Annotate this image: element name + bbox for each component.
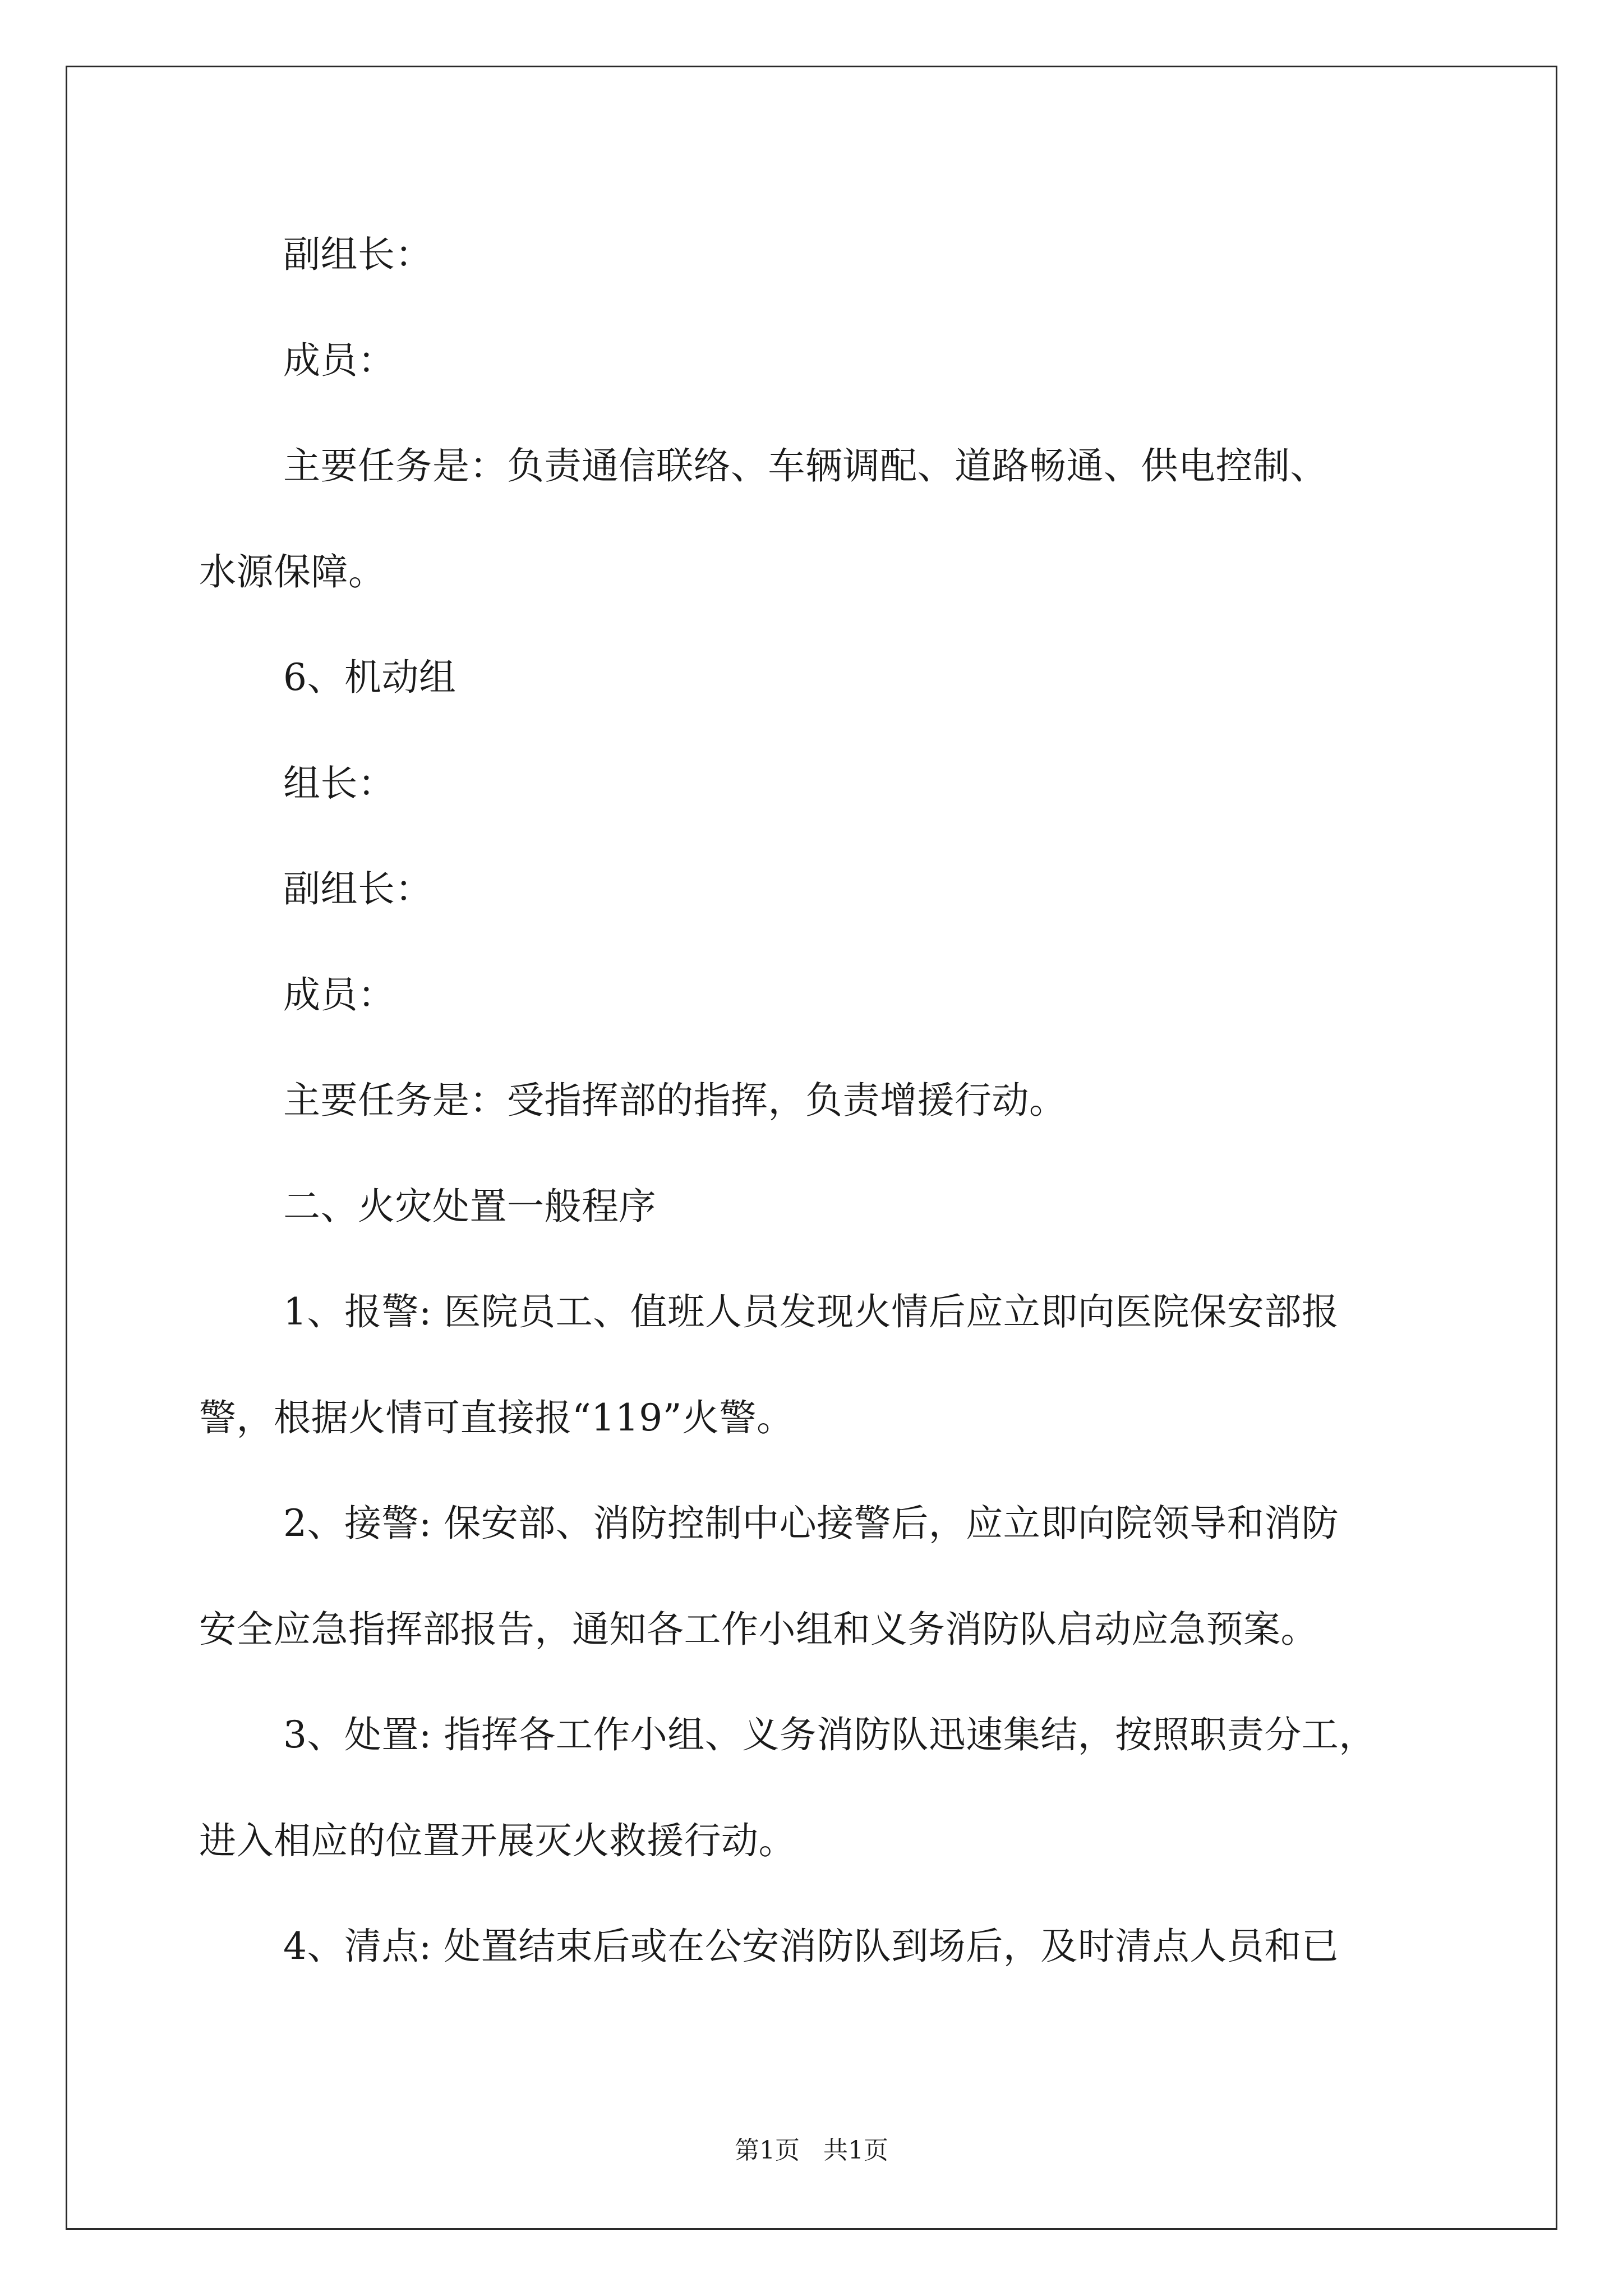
members-label: 成员： (283, 973, 395, 1016)
paragraph-alarm-line: 1、报警: 医院员工、值班人员发现火情后应立即向医院保安部报 (283, 1290, 1339, 1333)
paragraph-alarm-continuation: 警，根据火情可直接报“119”火警。 (199, 1396, 794, 1439)
task-paragraph-line: 主要任务是：负责通信联络、车辆调配、道路畅通、供电控制、 (283, 444, 1327, 487)
leader-label: 组长： (283, 762, 395, 805)
page-number-footer: 第1页 共1页 (735, 2136, 888, 2165)
deputy-leader-label: 副组长： (283, 867, 432, 910)
section-heading-mobile-group: 6、机动组 (283, 656, 457, 699)
paragraph-handle-continuation: 进入相应的位置开展灭火救援行动。 (199, 1819, 796, 1862)
task-paragraph-continuation: 水源保障。 (199, 550, 386, 593)
paragraph-receive-continuation: 安全应急指挥部报告，通知各工作小组和义务消防队启动应急预案。 (199, 1608, 1318, 1651)
paragraph-handle-line: 3、处置: 指挥各工作小组、义务消防队迅速集结，按照职责分工， (283, 1713, 1376, 1756)
paragraph-count-line: 4、清点: 处置结束后或在公安消防队到场后，及时清点人员和已 (283, 1925, 1339, 1968)
section-heading-fire-procedure: 二、火灾处置一般程序 (283, 1185, 656, 1228)
page-border (66, 66, 1557, 2230)
task-paragraph-line: 主要任务是：受指挥部的指挥，负责增援行动。 (283, 1079, 1067, 1122)
members-label: 成员： (283, 339, 395, 382)
paragraph-receive-line: 2、接警: 保安部、消防控制中心接警后，应立即向院领导和消防 (283, 1502, 1339, 1545)
deputy-leader-label: 副组长： (283, 233, 432, 276)
